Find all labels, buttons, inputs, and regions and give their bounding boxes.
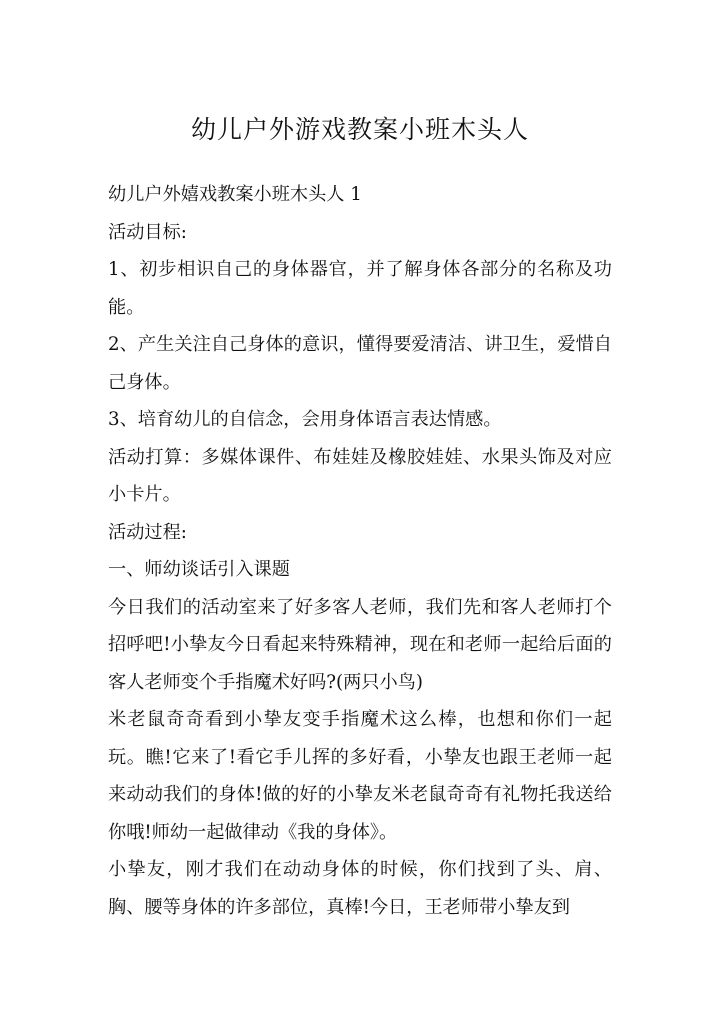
document-title: 幼儿户外游戏教案小班木头人: [190, 115, 529, 144]
process-paragraph-1: 今日我们的活动室来了好多客人老师，我们先和客人老师打个招呼吧!小挚友今日看起来特殊精神，现在和老师一起给后面的客人老师变个手指魔术好吗?(两只小鸟): [108, 596, 612, 693]
process-paragraph-3: 小挚友，刚才我们在动动身体的时候，你们找到了头、肩、胸、腰等身体的许多部位，真棒!今日，王老师带小挚友到: [108, 859, 612, 918]
subtitle-paragraph: 幼儿户外嬉戏教案小班木头人 1: [108, 184, 362, 205]
process-paragraph-2: 米老鼠奇奇看到小挚友变手指魔术这么棒，也想和你们一起玩。瞧!它来了!看它手儿挥的多好看，小挚友也跟王老师一起来动动我们的身体!做的好的小挚友米老鼠奇奇有礼物托我送给你哦!师幼一起做律动《我的身体》。: [108, 709, 612, 843]
goal-item-2: 2、产生关注自己身体的意识，懂得要爱清洁、讲卫生，爱惜自己身体。: [108, 334, 612, 393]
goal-item-1: 1、初步相识自己的身体器官，并了解身体各部分的名称及功能。: [108, 259, 612, 318]
document-body: [108, 176, 612, 926]
section-heading-process: 活动过程:: [108, 521, 187, 543]
preparation-paragraph: 活动打算：多媒体课件、布娃娃及橡胶娃娃、水果头饰及对应小卡片。: [108, 446, 612, 505]
step-heading-1: 一、师幼谈话引入课题: [108, 559, 290, 580]
section-heading-goals: 活动目标:: [108, 221, 187, 243]
goal-item-3: 3、培育幼儿的自信念，会用身体语言表达情感。: [108, 409, 502, 430]
